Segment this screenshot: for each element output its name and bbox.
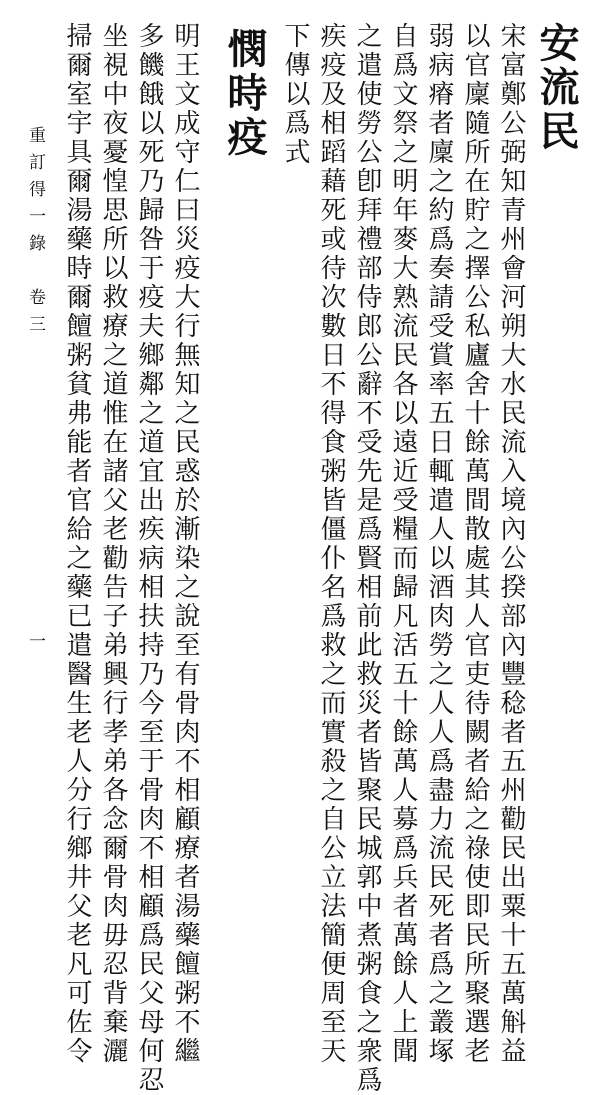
page-number: 一 — [25, 632, 45, 651]
text-line: 下傳以爲式 — [280, 22, 310, 167]
text-line: 宋富鄭公弼知青州會河朔大水民流入境內公揆部內豐稔者五州勸民出粟十五萬斛益 — [496, 22, 526, 1066]
section-title-epidemic: 憫時疫 — [221, 28, 268, 160]
running-head: 重訂得一錄 卷三 — [25, 126, 45, 342]
text-line: 坐視中夜憂惶思所以救療之道惟在諸父老勸告子弟興行孝弟各念爾骨肉毋忍背棄灑 — [98, 22, 128, 1066]
text-line: 疾疫及相蹈藉死或待次數日不得食粥皆僵仆名爲救之而實殺之自公立法簡便周至天 — [316, 22, 346, 1066]
text-line: 之遣使勞公卽拜禮部侍郎公辭不受先是爲賢相前此救災者皆聚民城郭中煮粥食之衆爲 — [352, 22, 382, 1095]
section-title-relief-refugees: 安流民 — [533, 22, 580, 154]
text-line: 多饑餓以死乃歸咎于疫夫鄉鄰之道宜出疾病相扶持乃今至于骨肉不相顧爲民父母何忍 — [134, 22, 164, 1095]
text-line: 掃爾室宇具爾湯藥時爾饘粥貧弗能者官給之藥已遣醫生老人分行鄉井父老凡可佐令 — [62, 22, 92, 1066]
text-line: 以官廩隨所在貯之擇公私廬舍十餘萬間散處其人官吏待闕者給之祿使即民所聚選老 — [460, 22, 490, 1066]
text-line: 弱病瘠者廩之約爲奏請受賞率五日輒遣人以酒肉勞之人人爲盡力流民死者爲之叢塚 — [424, 22, 454, 1066]
text-line: 明王文成守仁曰災疫大行無知之民惑於漸染之說至有骨肉不相顧療者湯藥饘粥不繼 — [170, 22, 200, 1066]
text-line: 自爲文祭之明年麥大熟流民各以遠近受糧而歸凡活五十餘萬人募爲兵者萬餘人上聞 — [388, 22, 418, 1066]
